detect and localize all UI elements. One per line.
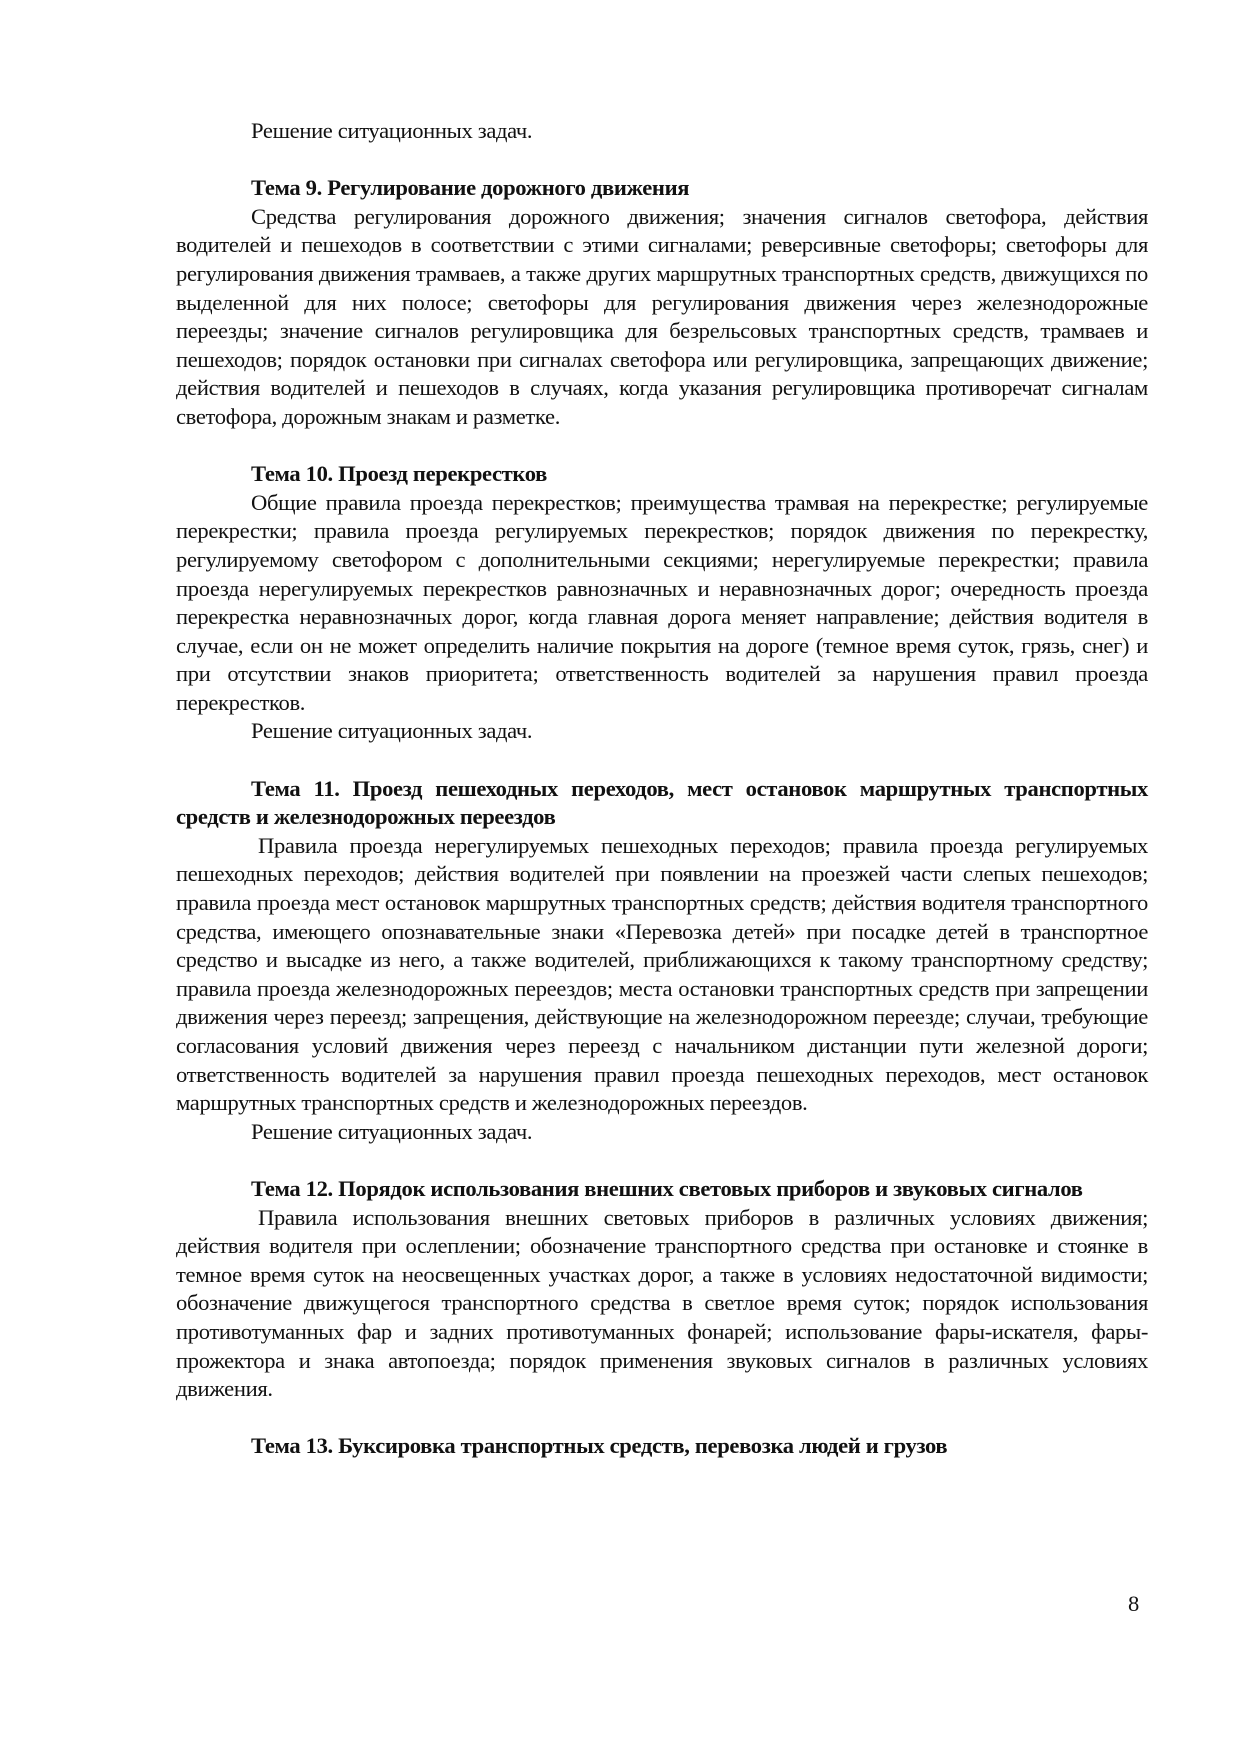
- section-topic-9: [176, 174, 1148, 431]
- section-heading: Тема 13. Буксировка транспортных средств, перевозка людей и грузов: [251, 1433, 948, 1459]
- spacer: [176, 1146, 1148, 1175]
- spacer: [176, 746, 1148, 775]
- spacer: [176, 146, 1148, 175]
- section-topic-10: [176, 460, 1148, 746]
- section-topic-13: [176, 1432, 1148, 1461]
- task-line: Решение ситуационных задач.: [251, 718, 533, 744]
- section-topic-11: [176, 775, 1148, 1147]
- spacer: [176, 1404, 1148, 1433]
- spacer: [176, 432, 1148, 461]
- task-line: Решение ситуационных задач.: [251, 118, 533, 143]
- section-heading: Тема 11. Проезд пешеходных переходов, мест остановок маршрутных транспортных средств и железнодорожных переездов: [176, 775, 1148, 830]
- section-heading: Тема 9. Регулирование дорожного движения: [251, 175, 690, 201]
- section-topic-12: [176, 1175, 1148, 1404]
- section-body: Общие правила проезда перекрестков; преимущества трамвая на перекрестке; регулируемые перекрестки; правила проезда регулируемых перекрестков; порядок движения по перекрестку, регулируемому светофором с дополнительными секциями; нерегулируемые перекрестки; правила проезда нерегулируемых перекрестков равнозначных и неравнозначных дорог; очередность проезда перекрестка неравнозначных дорог, когда главная дорога меняет направление; действия водителя в случае, если он не может определить наличие покрытия на дороге (темное время суток, грязь, снег) и при отсутствии знаков приоритета; ответственность водителей за нарушения правил проезда перекрестков.: [176, 489, 1148, 715]
- document-page: [176, 117, 1148, 1461]
- section-heading: Тема 12. Порядок использования внешних световых приборов и звуковых сигналов: [251, 1175, 1083, 1201]
- task-line: Решение ситуационных задач.: [251, 1118, 533, 1144]
- page-number: 8: [1128, 1591, 1140, 1616]
- section-body: Правила проезда нерегулируемых пешеходных переходов; правила проезда регулируемых пешеходных переходов; действия водителей при появлении на проезжей части слепых пешеходов; правила проезда мест остановок маршрутных транспортных средств; действия водителя транспортного средства, имеющего опознавательные знаки «Перевозка детей» при посадке детей в транспортное средство и высадке из него, а также водителей, приближающихся к такому транспортному средству; правила проезда железнодорожных переездов; места остановки транспортных средств при запрещении движения через переезд; запрещения, действующие на железнодорожном переезде; случаи, требующие согласования условий движения через переезд с начальником дистанции пути железной дороги; ответственность водителей за нарушения правил проезда пешеходных переходов, мест остановок маршрутных транспортных средств и железнодорожных переездов.: [176, 832, 1148, 1116]
- section-body: Средства регулирования дорожного движения; значения сигналов светофора, действия водителей и пешеходов в соответствии с этими сигналами; реверсивные светофоры; светофоры для регулирования движения трамваев, а также других маршрутных транспортных средств, движущихся по выделенной для них полосе; светофоры для регулирования движения через железнодорожные переезды; значение сигналов регулировщика для безрельсовых транспортных средств, трамваев и пешеходов; порядок остановки при сигналах светофора или регулировщика, запрещающих движение; действия водителей и пешеходов в случаях, когда указания регулировщика противоречат сигналам светофора, дорожным знакам и разметке.: [176, 203, 1148, 429]
- section-body: Правила использования внешних световых приборов в различных условиях движения; действия водителя при ослеплении; обозначение транспортного средства при остановке и стоянке в темное время суток на неосвещенных участках дорог, а также в условиях недостаточной видимости; обозначение движущегося транспортного средства в светлое время суток; порядок использования противотуманных фар и задних противотуманных фонарей; использование фары-искателя, фары-прожектора и знака автопоезда; порядок применения звуковых сигналов в различных условиях движения.: [176, 1204, 1148, 1402]
- section-heading: Тема 10. Проезд перекрестков: [251, 461, 548, 487]
